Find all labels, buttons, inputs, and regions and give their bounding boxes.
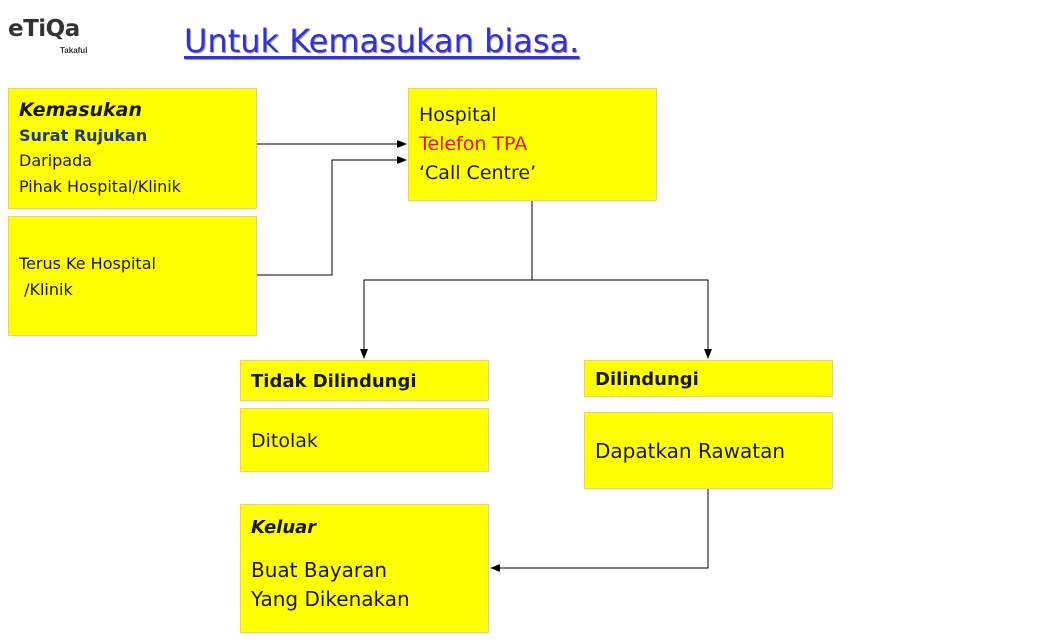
logo-wordmark: eTiQa xyxy=(8,16,80,42)
discharge-line-1: Buat Bayaran xyxy=(251,558,388,582)
entry-subheading: Surat Rujukan xyxy=(19,126,148,145)
rejected-label: Ditolak xyxy=(251,430,318,452)
node-direct-hospital xyxy=(8,216,257,336)
edge-hospital-to-not-covered xyxy=(364,280,532,358)
entry-heading: Kemasukan xyxy=(19,99,143,121)
node-treatment xyxy=(584,412,833,489)
node-rejected xyxy=(240,408,489,472)
edge-hospital-to-covered xyxy=(532,280,708,358)
node-not-covered xyxy=(240,360,489,401)
page-title: Untuk Kemasukan biasa. xyxy=(184,22,580,60)
hospital-line-2: Telefon TPA xyxy=(419,133,528,155)
hospital-line-1: Hospital xyxy=(419,104,497,126)
node-covered xyxy=(584,360,833,397)
direct-line-1: Terus Ke Hospital xyxy=(19,254,156,273)
edge-treatment-to-discharge xyxy=(491,489,708,568)
node-hospital xyxy=(408,88,657,201)
discharge-heading: Keluar xyxy=(251,517,317,538)
treatment-label: Dapatkan Rawatan xyxy=(595,439,786,463)
node-discharge xyxy=(240,504,489,633)
entry-line-2: Pihak Hospital/Klinik xyxy=(19,177,181,196)
logo-subtitle: Takaful xyxy=(60,46,88,55)
not-covered-label: Tidak Dilindungi xyxy=(251,371,417,392)
hospital-line-3: ‘Call Centre’ xyxy=(419,162,537,184)
entry-line-1: Daripada xyxy=(19,151,93,170)
covered-label: Dilindungi xyxy=(595,369,699,390)
edge-direct-to-hospital xyxy=(257,160,406,275)
node-entry-referral xyxy=(8,88,257,209)
direct-line-2: /Klinik xyxy=(19,280,73,299)
discharge-line-2: Yang Dikenakan xyxy=(251,587,410,611)
